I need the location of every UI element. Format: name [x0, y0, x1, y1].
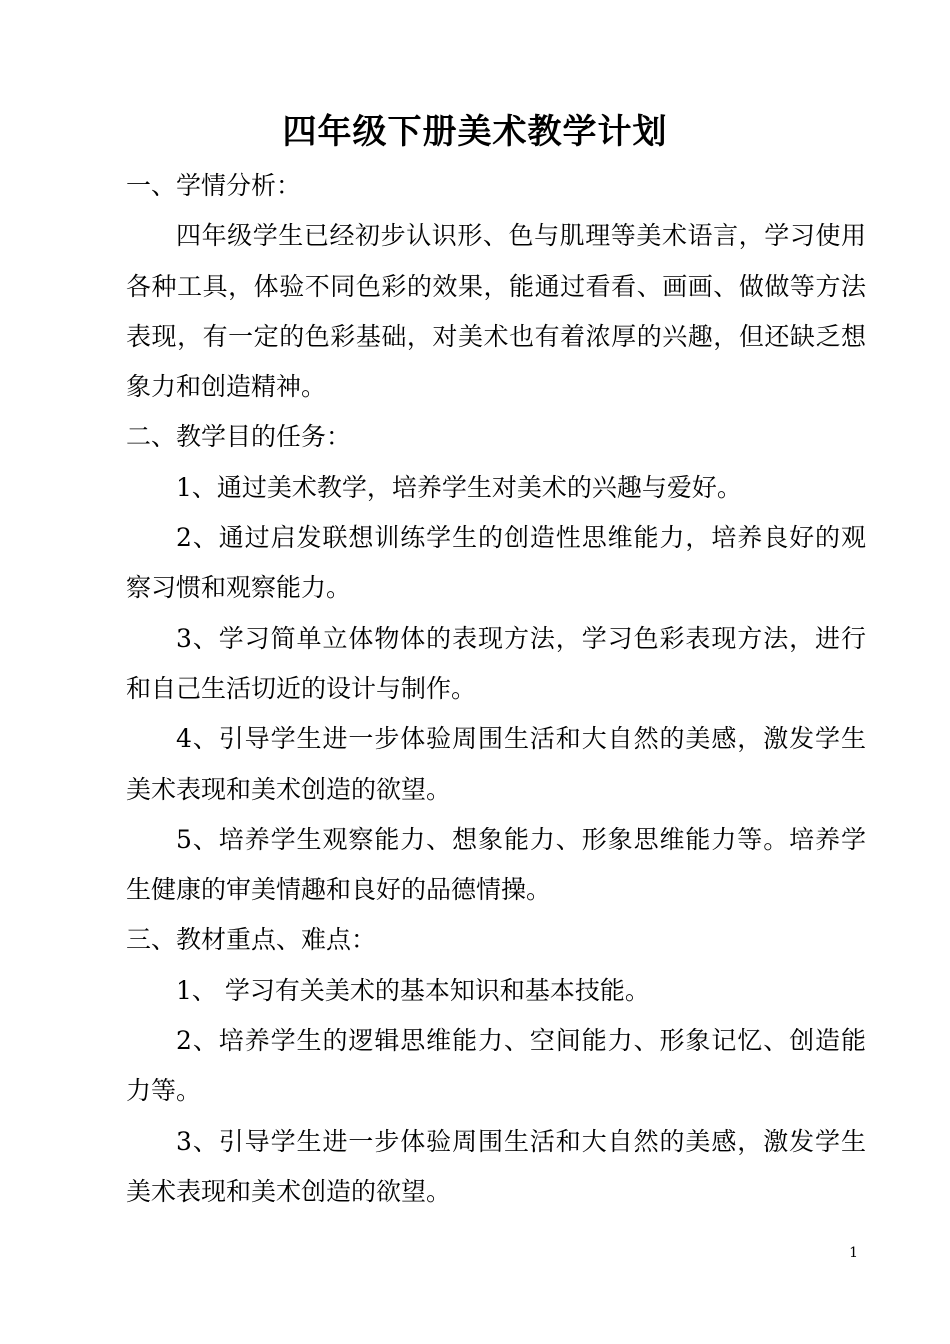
paragraph: 2、通过启发联想训练学生的创造性思维能力，培养良好的观察习惯和观察能力。 [126, 523, 866, 603]
paragraph: 1、 学习有关美术的基本知识和基本技能。 [176, 975, 650, 1005]
paragraph: 四年级学生已经初步认识形、色与肌理等美术语言，学习使用各种工具，体验不同色彩的效果，能通过看看、画画、做做等方法表现，有一定的色彩基础，对美术也有着浓厚的兴趣，但还缺乏想象力和创造精神。 [126, 221, 866, 402]
paragraph: 3、学习简单立体物体的表现方法，学习色彩表现方法，进行和自己生活切近的设计与制作。 [126, 623, 866, 703]
document-body [126, 161, 866, 1217]
section-heading-key-points: 三、教材重点、难点： [126, 925, 377, 955]
paragraph: 3、引导学生进一步体验周围生活和大自然的美感，激发学生美术表现和美术创造的欲望。 [126, 1126, 866, 1206]
paragraph: 4、引导学生进一步体验周围生活和大自然的美感，激发学生美术表现和美术创造的欲望。 [126, 724, 866, 804]
section-heading-goals: 二、教学目的任务： [126, 422, 352, 452]
section-heading-analysis: 一、学情分析： [126, 171, 302, 200]
paragraph: 2、培养学生的逻辑思维能力、空间能力、形象记忆、创造能力等。 [126, 1026, 866, 1106]
page-number: 1 [849, 1245, 858, 1261]
document-title: 四年级下册美术教学计划 [282, 112, 668, 152]
paragraph: 1、通过美术教学，培养学生对美术的兴趣与爱好。 [176, 472, 742, 502]
paragraph: 5、培养学生观察能力、想象能力、形象思维能力等。培养学生健康的审美情趣和良好的品德情操。 [126, 824, 866, 905]
